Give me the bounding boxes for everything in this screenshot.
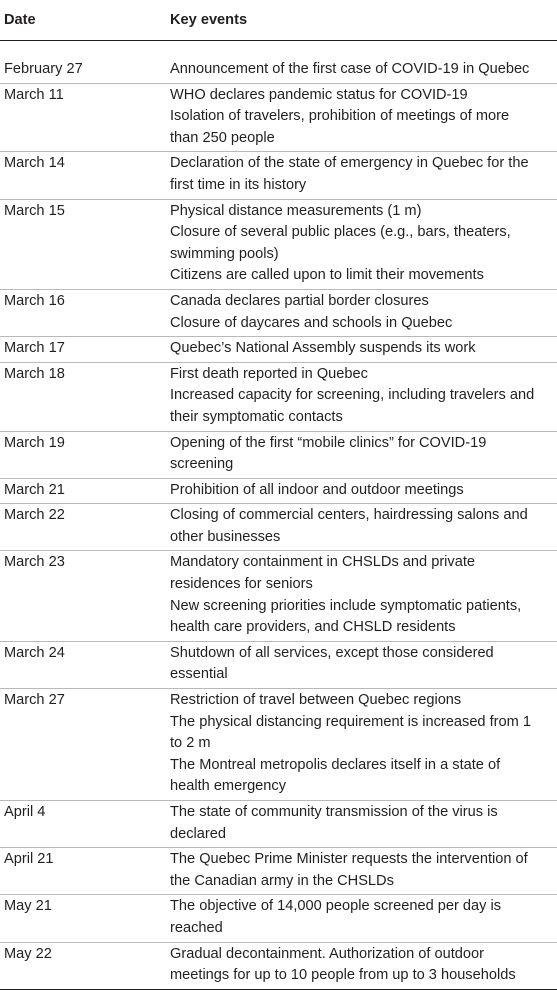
table-row [0,551,557,641]
events-column-header: Key events [170,12,248,28]
event-line: Increased capacity for screening, including travelers and [170,387,535,404]
events-cell [170,802,557,845]
table-row [0,432,557,479]
date-cell: March 23 [4,554,65,571]
events-cell [170,59,557,81]
events-cell [170,643,557,686]
event-line: WHO declares pandemic status for COVID-19 [170,86,468,103]
date-cell: April 21 [4,851,54,868]
events-cell [170,338,557,360]
events-cell [170,291,557,334]
table-row [0,848,557,895]
events-cell [170,433,557,476]
date-cell: March 27 [4,692,65,709]
event-line: Announcement of the first case of COVID-19 in Quebec [170,61,530,77]
events-cell [170,201,557,287]
event-line: reached [170,919,223,936]
event-line: Gradual decontainment. Authorization of outdoor [170,945,484,962]
events-cell [170,690,557,798]
event-line: Canada declares partial border closures [170,292,429,309]
table-header [0,6,557,41]
event-line: Physical distance measurements (1 m) [170,202,422,219]
table-row [0,58,557,84]
event-line: Prohibition of all indoor and outdoor meetings [170,481,464,498]
event-line: Shutdown of all services, except those considered [170,644,494,661]
event-line: The Quebec Prime Minister requests the intervention of [170,851,528,868]
table-row [0,363,557,432]
date-cell: May 22 [4,945,52,962]
event-line: Closure of several public places (e.g., bars, theaters, [170,224,511,241]
event-line: First death reported in Quebec [170,365,368,382]
table-row [0,479,557,505]
events-cell [170,505,557,548]
event-line: health care providers, and CHSLD residents [170,619,456,636]
date-cell: March 18 [4,365,65,382]
date-cell: March 24 [4,644,65,661]
event-line: The state of community transmission of the virus is [170,804,498,820]
event-line: Mandatory containment in CHSLDs and private [170,554,476,571]
date-cell: April 4 [4,804,46,820]
event-line: health emergency [170,778,287,795]
table-row [0,337,557,363]
event-line: screening [170,456,234,473]
events-cell [170,153,557,196]
events-cell [170,364,557,429]
date-cell: February 27 [4,61,83,77]
table-row [0,290,557,337]
table-row [0,801,557,848]
event-line: Closing of commercial centers, hairdressing salons and [170,507,528,524]
date-cell: March 19 [4,434,65,451]
event-line: declared [170,825,226,842]
event-line: Closure of daycares and schools in Quebec [170,314,453,331]
event-line: Citizens are called upon to limit their movements [170,267,484,284]
event-line: Opening of the first “mobile clinics” for COVID-19 [170,434,487,451]
event-line: than 250 people [170,129,275,146]
event-line: Isolation of travelers, prohibition of meetings of more [170,108,510,125]
table-row [0,689,557,801]
events-cell [170,552,557,638]
event-line: their symptomatic contacts [170,408,343,425]
event-line: The Montreal metropolis declares itself in a state of [170,756,501,773]
date-cell: March 11 [4,86,64,103]
events-cell [170,849,557,892]
event-line: essential [170,666,228,683]
table-row [0,200,557,290]
date-column-header: Date [4,12,36,28]
event-line: first time in its history [170,176,307,193]
event-line: the Canadian army in the CHSLDs [170,872,394,889]
table-row [0,943,557,990]
table-row [0,504,557,551]
table-row [0,642,557,689]
events-cell [170,896,557,939]
event-line: The physical distancing requirement is increased from 1 [170,713,531,730]
date-cell: March 22 [4,507,65,524]
date-cell: March 14 [4,155,65,172]
event-line: meetings for up to 10 people from up to 3 households [170,967,516,984]
event-line: swimming pools) [170,245,279,262]
event-line: Restriction of travel between Quebec regions [170,692,462,709]
date-cell: March 17 [4,340,65,357]
event-line: other businesses [170,528,281,545]
event-line: Declaration of the state of emergency in Quebec for the [170,155,529,172]
date-cell: March 16 [4,292,65,309]
event-line: Quebec’s National Assembly suspends its work [170,340,476,357]
events-cell [170,944,557,987]
event-line: New screening priorities include symptomatic patients, [170,597,522,614]
table-row [0,84,557,153]
event-line: residences for seniors [170,576,313,593]
events-cell [170,85,557,150]
events-cell [170,480,557,502]
date-cell: March 15 [4,202,65,219]
event-line: to 2 m [170,735,211,752]
table-row [0,895,557,942]
event-line: The objective of 14,000 people screened per day is [170,898,502,915]
table-body [0,41,557,990]
date-cell: May 21 [4,898,52,915]
date-cell: March 21 [4,481,65,498]
table-row [0,152,557,199]
